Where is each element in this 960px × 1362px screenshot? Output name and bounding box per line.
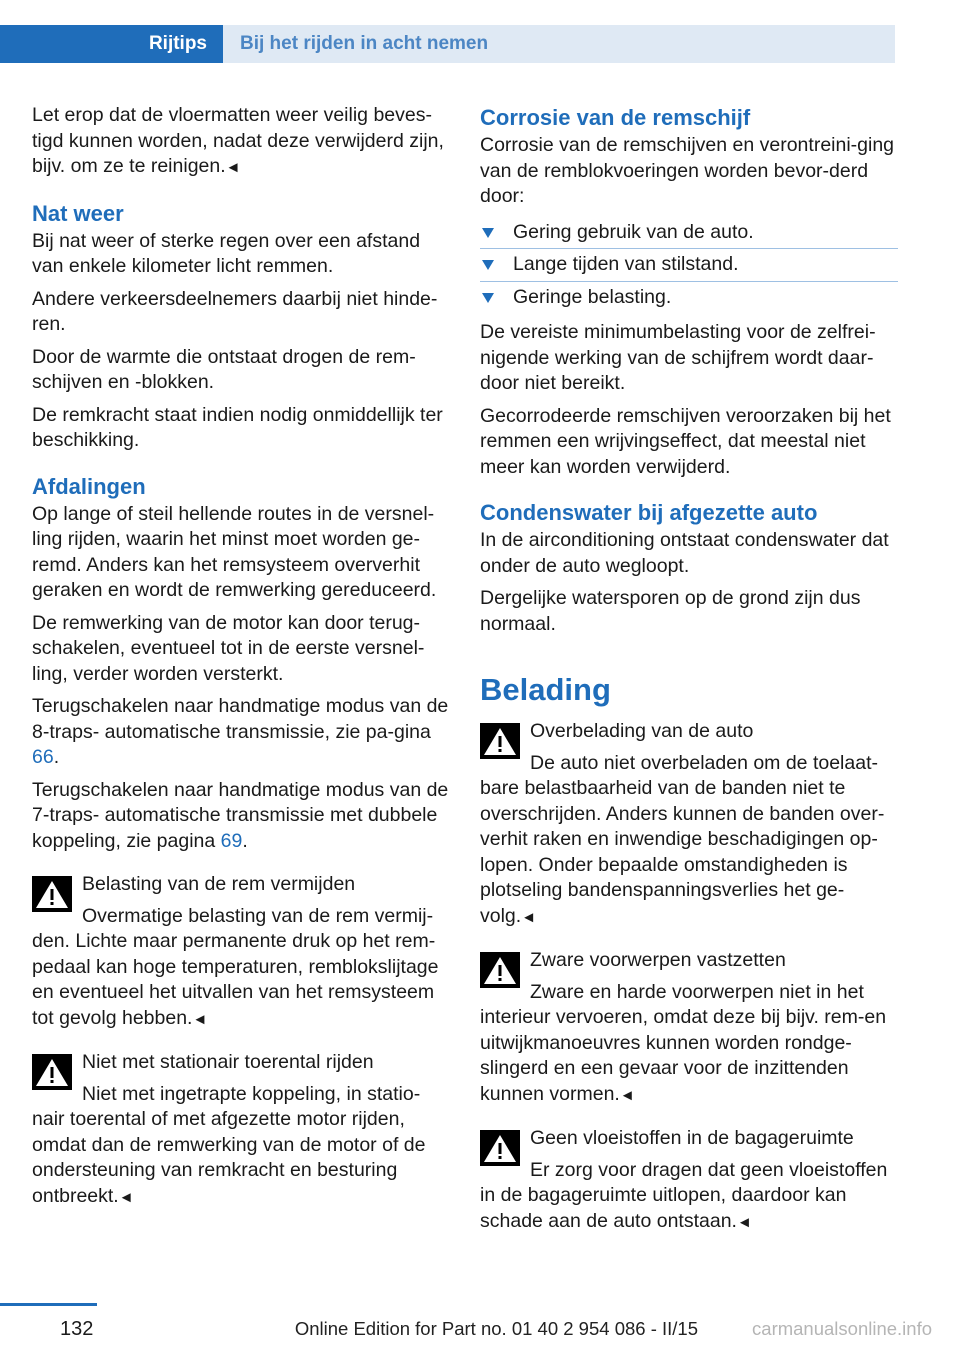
warning-brake-load: [32, 872, 450, 1032]
warning-title: Belasting van de rem vermijden: [82, 873, 356, 895]
page-link-66[interactable]: 66: [32, 746, 54, 768]
heading-belading: Belading: [480, 672, 611, 707]
warning-title: Niet met stationair toerental rijden: [82, 1051, 374, 1073]
paragraph: Andere verkeersdeelnemers daarbij niet hinde-ren.: [32, 287, 438, 335]
paragraph: Op lange of steil hellende routes in de versnel-ling rijden, waarin het minst moet worden ge-remd. Anders kan het remsysteem oververhit geraken en wordt de remwerking gereduceerd.: [32, 502, 437, 601]
warning-icon: [480, 723, 520, 759]
warning-icon: [32, 1054, 72, 1090]
list-item: Geringe belasting.: [480, 282, 898, 314]
warning-title: Geen vloeistoffen in de bagageruimte: [530, 1127, 854, 1149]
paragraph: Terugschakelen naar handmatige modus van de 7-traps- automatische transmissie met dubbele koppeling, zie pagina 69.: [32, 778, 449, 852]
warning-body: De auto niet overbeladen om de toelaat-bare belastbaarheid van de banden niet te overschrijden. Anders kunnen de banden over-verhit raken en inwendige beschadigingen op-lopen. Onder bepaalde omstandigheden is plotseling bandenspanningsverlies het ge-volg.◄: [480, 751, 885, 927]
warning-heavy-objects: [480, 948, 898, 1108]
warning-body: Zware en harde voorwerpen niet in het interieur vervoeren, omdat deze bij bijv. rem-en uitwijkmanoeuvres kunnen worden rondge-slingerd en een gevaar voor de inzittenden kunnen vormen.◄: [480, 980, 887, 1105]
heading-afdalingen: Afdalingen: [32, 473, 146, 499]
warning-overload: [480, 719, 898, 930]
end-mark: ◄: [118, 1188, 134, 1206]
left-column: [32, 103, 450, 1224]
paragraph: Door de warmte die ontstaat drogen de rem-schijven en -blokken.: [32, 345, 416, 393]
list-item: Gering gebruik van de auto.: [480, 217, 898, 250]
triangle-bullet-icon: [482, 293, 494, 303]
edition-note: Online Edition for Part no. 01 40 2 954 086 - II/15: [294, 1318, 698, 1339]
paragraph: De vereiste minimumbelasting voor de zelfrei-nigende werking van de schijfrem wordt daar-door niet bereikt.: [480, 321, 876, 394]
heading-nat-weer: Nat weer: [32, 200, 124, 226]
section-label: Bij het rijden in acht nemen: [240, 33, 489, 54]
right-column: [480, 103, 898, 1249]
paragraph: De remkracht staat indien nodig onmiddellijk ter beschikking.: [32, 403, 443, 451]
warning-body: Niet met ingetrapte koppeling, in statio-nair toerental of met afgezette motor rijden, omdat dan de remwerking van de motor of de ondersteuning van remkracht en besturing ontbreekt.◄: [32, 1082, 426, 1207]
list-item: Lange tijden van stilstand.: [480, 249, 898, 282]
page-link-69[interactable]: 69: [220, 829, 243, 852]
paragraph: Gecorrodeerde remschijven veroorzaken bij het remmen een wrijvingseffect, dat meestal niet meer kan worden verwijderd.: [480, 404, 891, 478]
paragraph: Terugschakelen naar handmatige modus van de 8-traps- automatische transmissie, zie pa-gina 66.: [32, 695, 449, 768]
warning-no-liquids: [480, 1126, 898, 1235]
bullet-list: [480, 217, 898, 314]
triangle-bullet-icon: [482, 260, 494, 270]
triangle-bullet-icon: [482, 228, 494, 238]
section-tab[interactable]: [223, 25, 895, 63]
end-mark: ◄: [192, 1010, 208, 1028]
paragraph: In de airconditioning ontstaat condenswater dat onder de auto wegloopt.: [480, 529, 889, 577]
page-number: 132: [60, 1318, 94, 1340]
watermark: carmanualsonline.info: [752, 1318, 932, 1339]
end-mark: ◄: [619, 1086, 635, 1104]
end-mark: ◄: [521, 908, 537, 926]
warning-body: Er zorg voor dragen dat geen vloeistoffen in de bagageruimte uitlopen, daardoor kan schade aan de auto ontstaan.◄: [480, 1158, 888, 1232]
warning-title: Zware voorwerpen vastzetten: [530, 949, 786, 971]
paragraph: Corrosie van de remschijven en verontreini-ging van de remblokvoeringen worden bevor-derd door:: [480, 134, 895, 207]
paragraph: Bij nat weer of sterke regen over een afstand van enkele kilometer licht remmen.: [32, 229, 421, 277]
warning-icon: [480, 952, 520, 988]
chapter-label: Rijtips: [148, 33, 207, 54]
end-mark: ◄: [736, 1213, 752, 1231]
warning-title: Overbelading van de auto: [530, 720, 754, 742]
footer-rule: [0, 1303, 97, 1306]
end-mark: ◄: [225, 159, 241, 176]
intro-paragraph: Let erop dat de vloermatten weer veilig beves-tigd kunnen worden, nadat deze verwijderd zijn, bijv. om ze te reinigen.◄: [32, 104, 444, 177]
warning-idle-driving: [32, 1050, 450, 1210]
warning-body: Overmatige belasting van de rem vermij-den. Lichte maar permanente druk op het rem-pedaal kan hoge temperaturen, remblokslijtage en eventueel het uitvallen van het remsysteem tot gevolg hebben.◄: [32, 904, 439, 1029]
heading-condenswater: Condenswater bij afgezette auto: [480, 500, 818, 525]
warning-icon: [32, 876, 72, 912]
heading-corrosie: Corrosie van de remschijf: [480, 105, 751, 130]
paragraph: Dergelijke watersporen op de grond zijn dus normaal.: [480, 587, 861, 635]
paragraph: De remwerking van de motor kan door terug-schakelen, eventueel tot in de eerste versnel-ling, verder worden versterkt.: [32, 611, 425, 685]
chapter-tab[interactable]: [0, 25, 223, 63]
warning-icon: [480, 1130, 520, 1166]
